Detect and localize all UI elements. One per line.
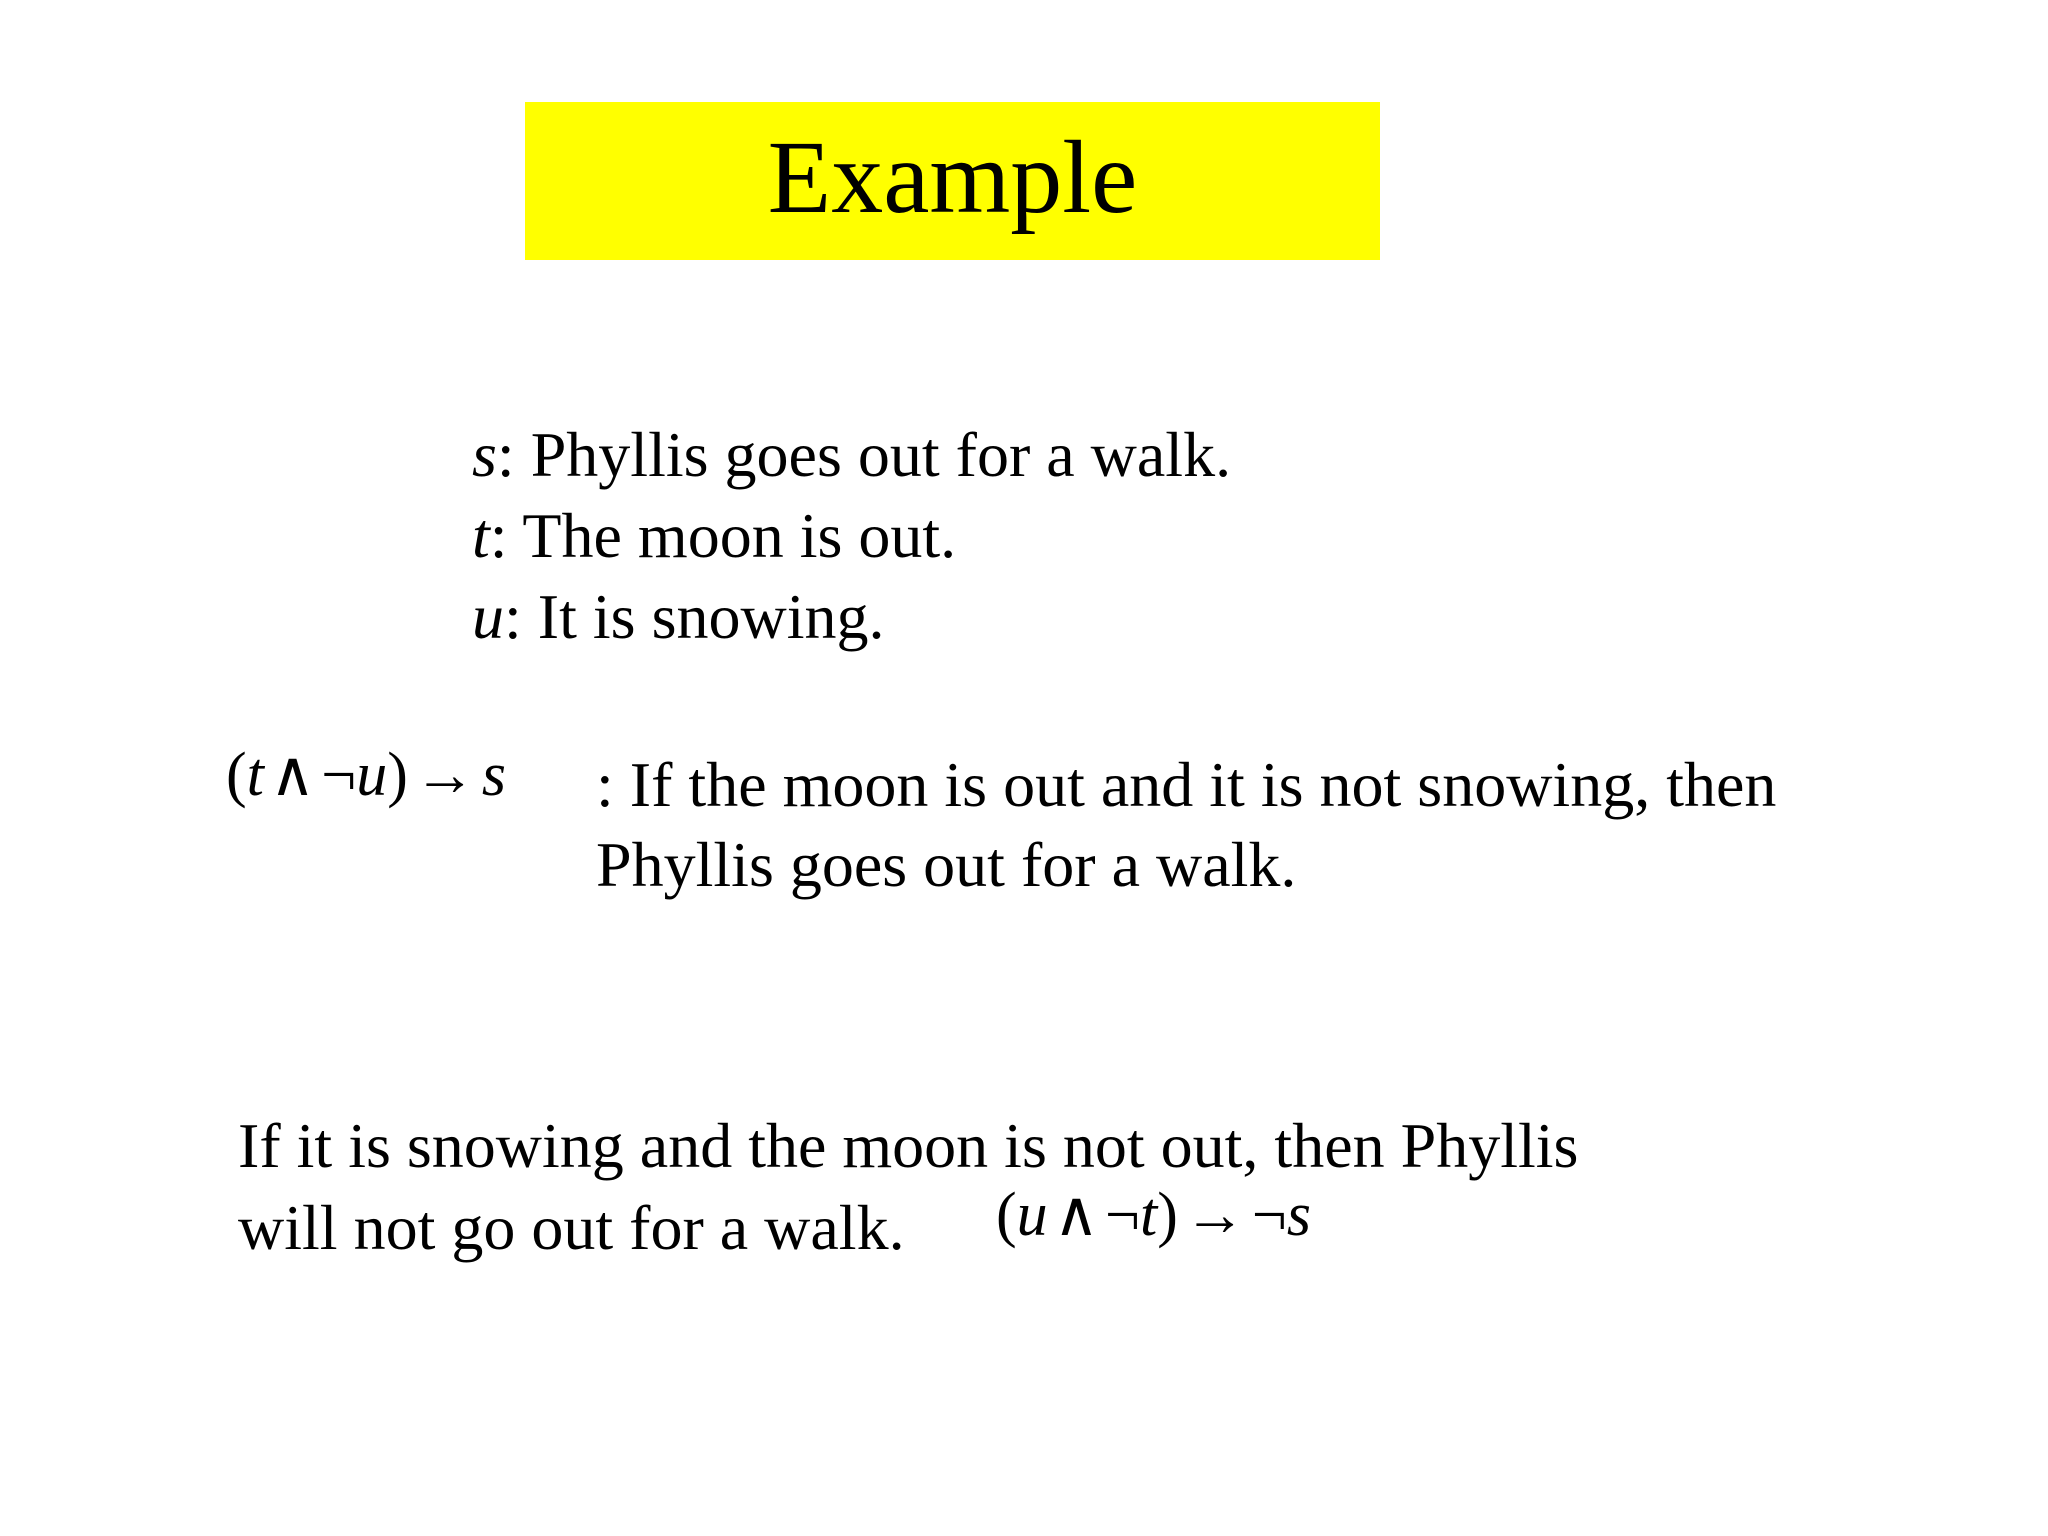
- formula-2-var-s: s: [1286, 1181, 1312, 1249]
- definitions-list: [472, 414, 1231, 657]
- statement-2-line-1: If it is snowing and the moon is not out, then Phyllis: [238, 1110, 1579, 1181]
- formula-2-arrow-symbol: →: [1183, 1181, 1246, 1249]
- formula-1-var-t: t: [246, 741, 264, 809]
- formula-1-description-line-1: : If the moon is out and it is not snowing, then: [596, 749, 1777, 820]
- formula-2-open-paren: (: [996, 1181, 1017, 1249]
- variable-u: u: [472, 581, 504, 652]
- formula-1-description: [596, 745, 1776, 905]
- definition-u-text: : It is snowing.: [504, 581, 885, 652]
- formula-1-description-line-2: Phyllis goes out for a walk.: [596, 829, 1297, 900]
- formula-1-var-u: u: [356, 741, 388, 809]
- formula-1-close-paren: ): [387, 741, 408, 809]
- slide-title: Example: [767, 120, 1138, 235]
- definition-t-text: : The moon is out.: [489, 500, 957, 571]
- formula-2-var-t: t: [1140, 1181, 1158, 1249]
- variable-s: s: [472, 419, 497, 490]
- formula-2-and-symbol: ∧: [1053, 1181, 1100, 1249]
- definition-s: [472, 414, 1231, 495]
- definition-u: [472, 576, 1231, 657]
- formula-1-open-paren: (: [226, 741, 247, 809]
- formula-2-var-u: u: [1016, 1181, 1048, 1249]
- variable-t: t: [472, 500, 490, 571]
- formula-1: [226, 737, 506, 811]
- formula-2-not-symbol: ¬: [1105, 1181, 1141, 1249]
- title-banner: [525, 102, 1380, 260]
- formula-1-arrow-symbol: →: [413, 741, 476, 809]
- formula-1-var-s: s: [481, 741, 507, 809]
- definition-s-text: : Phyllis goes out for a walk.: [496, 419, 1232, 490]
- statement-2-line-2: will not go out for a walk.: [238, 1192, 905, 1263]
- statement-2: [238, 1105, 1578, 1269]
- formula-2: [996, 1177, 1311, 1251]
- formula-2-close-paren: ): [1157, 1181, 1178, 1249]
- formula-2-not-symbol-2: ¬: [1251, 1181, 1287, 1249]
- formula-1-and-symbol: ∧: [269, 741, 316, 809]
- definition-t: [472, 495, 1231, 576]
- formula-1-not-symbol: ¬: [321, 741, 357, 809]
